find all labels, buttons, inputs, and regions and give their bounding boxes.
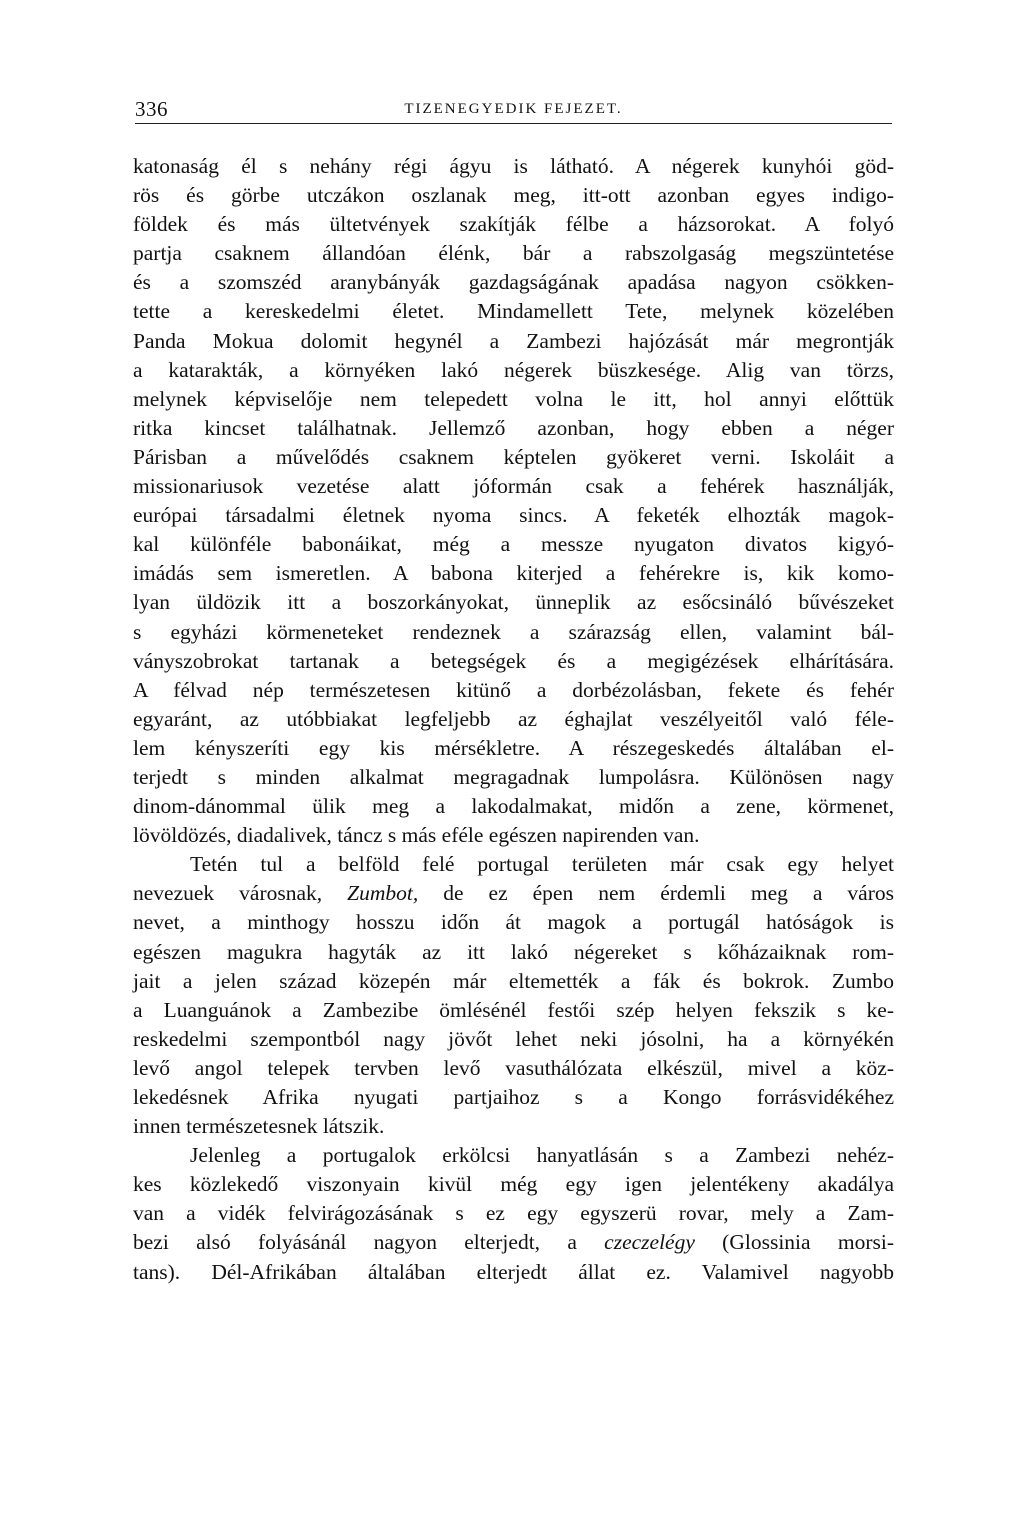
text-line: melynek képviselője nem telepedett volna le itt, hol annyi előttük	[133, 386, 894, 411]
text-line: nevet, a minthogy hosszu időn át magok a portugál hatóságok is	[133, 910, 894, 935]
text-segment: nevezuek városnak,	[133, 881, 348, 906]
text-line: kal különféle babonáikat, még a messze nyugaton divatos kigyó-	[133, 532, 894, 557]
text-line: lyan üldözik itt a boszorkányokat, ünneplik az esőcsináló bűvészeket	[133, 590, 894, 615]
italic-term: Zumbot,	[347, 881, 419, 906]
text-line: s egyházi körmeneteket rendeznek a szárazság ellen, valamint bál-	[133, 619, 894, 644]
text-line: rös és görbe utczákon oszlanak meg, itt-ott azonban egyes indigo-	[133, 183, 894, 208]
text-line: reskedelmi szempontból nagy jövőt lehet neki jósolni, ha a környékén	[133, 1026, 894, 1051]
text-line: partja csaknem állandóan élénk, bár a rabszolgaság megszüntetése	[133, 241, 894, 266]
body-text	[133, 152, 894, 1287]
text-line: kes közlekedő viszonyain kivül még egy igen jelentékeny akadálya	[133, 1172, 894, 1197]
text-segment: de ez épen nem érdemli meg a város	[418, 881, 894, 906]
italic-term: czeczelégy	[604, 1230, 695, 1255]
text-line: tette a kereskedelmi életet. Mindamellett Tete, melynek közelében	[133, 299, 894, 324]
text-line: A félvad nép természetesen kitünő a dorbézolásban, fekete és fehér	[133, 677, 894, 702]
chapter-title: TIZENEGYEDIK FEJEZET.	[404, 101, 623, 117]
text-line: terjedt s minden alkalmat megragadnak lumpolásra. Különösen nagy	[133, 764, 894, 789]
running-header	[135, 97, 892, 124]
text-line: jait a jelen század közepén már eltemették a fák és bokrok. Zumbo	[133, 968, 894, 993]
text-line: katonaság él s nehány régi ágyu is látható. A négerek kunyhói göd-	[133, 154, 894, 178]
text-line: Párisban a művelődés csaknem képtelen gyökeret verni. Iskoláit a	[133, 444, 894, 469]
text-line	[133, 1228, 894, 1257]
paragraph-first-line: Tetén tul a belföld felé portugal területen már csak egy helyet	[190, 852, 894, 877]
text-line: innen természetesnek látszik.	[133, 1114, 385, 1139]
text-line: ritka kincset találhatnak. Jellemző azonban, hogy ebben a néger	[133, 415, 894, 440]
text-line: földek és más ültetvények szakítják félbe a házsorokat. A folyó	[133, 212, 894, 237]
text-line: lövöldözés, diadalivek, táncz s más eféle egészen napirenden van.	[133, 823, 700, 848]
text-line: ványszobrokat tartanak a betegségek és a megigézések elhárítására.	[133, 648, 894, 673]
text-segment: bezi alsó folyásánál nagyon elterjedt, a	[133, 1230, 605, 1255]
text-line	[133, 879, 894, 908]
text-line: lekedésnek Afrika nyugati partjaihoz s a Kongo forrásvidékéhez	[133, 1085, 894, 1109]
text-line: és a szomszéd aranybányák gazdagságának apadása nagyon csökken-	[133, 270, 894, 295]
text-line: egészen magukra hagyták az itt lakó négereket s kőházaiknak rom-	[133, 939, 894, 964]
text-line: imádás sem ismeretlen. A babona kiterjed a fehérekre is, kik komo-	[133, 561, 894, 586]
text-line: Panda Mokua dolomit hegynél a Zambezi hajózását már megrontják	[133, 328, 894, 353]
text-line: levő angol telepek tervben levő vasuthálózata elkészül, mivel a köz-	[133, 1055, 894, 1080]
text-segment: (Glossinia morsi-	[694, 1230, 894, 1255]
text-line: európai társadalmi életnek nyoma sincs. A feketék elhozták magok-	[133, 503, 894, 528]
page-number: 336	[135, 97, 168, 121]
text-line: egyaránt, az utóbbiakat legfeljebb az éghajlat veszélyeitől való féle-	[133, 706, 894, 731]
text-line: a katarakták, a környéken lakó négerek büszkesége. Alig van törzs,	[133, 357, 894, 382]
text-line: van a vidék felvirágozásának s ez egy egyszerü rovar, mely a Zam-	[133, 1201, 894, 1226]
text-line: a Luanguánok a Zambezibe ömlésénél festői szép helyen fekszik s ke-	[133, 997, 894, 1022]
text-line: missionariusok vezetése alatt jóformán csak a fehérek használják,	[133, 474, 894, 499]
text-line: lem kényszeríti egy kis mérsékletre. A részegeskedés általában el-	[133, 735, 894, 760]
text-line: tans). Dél-Afrikában általában elterjedt állat ez. Valamivel nagyobb	[133, 1259, 894, 1284]
text-line: dinom-dánommal ülik meg a lakodalmakat, midőn a zene, körmenet,	[133, 794, 894, 819]
paragraph-first-line: Jelenleg a portugalok erkölcsi hanyatlásán s a Zambezi nehéz-	[190, 1143, 894, 1168]
